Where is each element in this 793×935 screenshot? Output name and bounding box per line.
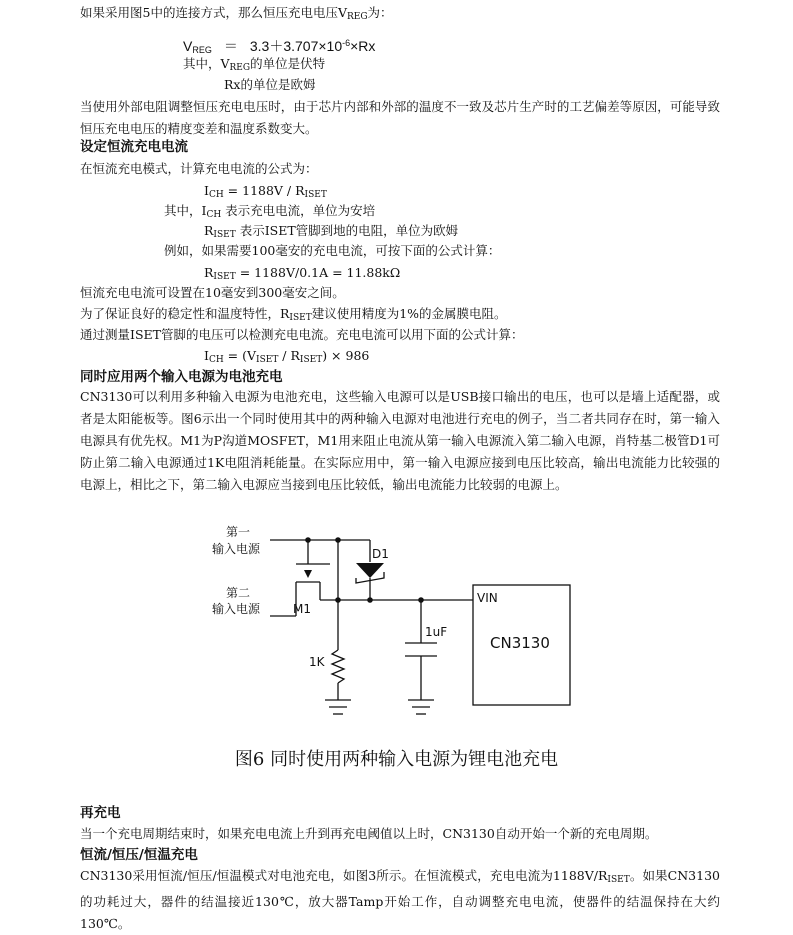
- src1-label-line2: 输入电源: [212, 542, 261, 556]
- vreg-accuracy-paragraph: 当使用外部电阻调整恒压充电电压时，由于芯片内部和外部的温度不一致及芯片生产时的工艺偏差等原因，可能导致恒压充电电压的精度变差和温度系数变大。: [80, 99, 720, 136]
- iset-measure-note: 通过测量ISET管脚的电压可以检测充电电流。充电电流可以用下面的公式计算：: [80, 327, 524, 342]
- rx-unit-note: Rx的单位是欧姆: [224, 77, 316, 92]
- figure-caption: 图6 同时使用两种输入电源为锂电池充电: [234, 749, 559, 770]
- src2-label-line2: 输入电源: [212, 602, 261, 616]
- current-range-note: 恒流充电电流可设置在10毫安到300毫安之间。: [80, 285, 345, 300]
- charge-modes-paragraph: CN3130采用恒流/恒压/恒温模式对电池充电，如图3所示。在恒流模式，充电电流为$1188V/R_{ISET}$。如果CN3130的功耗过大，器件的结温接近130℃，放大器Tamp开始工作，自动调整充电电流，使器件的结温保持在大约130℃。: [80, 868, 720, 931]
- heading-recharge: 再充电: [80, 805, 121, 821]
- chip-label: CN3130: [490, 634, 550, 652]
- recharge-paragraph: 当一个充电周期结束时，如果充电电流上升到再充电阈值以上时，CN3130自动开始一个新的充电周期。: [80, 826, 658, 841]
- src2-label-line1: 第二: [226, 586, 251, 600]
- ich-formula: $I_{CH} = 1188V / R_{ISET}$: [204, 183, 327, 200]
- heading-dual-input: 同时应用两个输入电源为电池充电: [80, 369, 283, 385]
- resistor-label: 1K: [309, 655, 325, 669]
- vreg-intro: 如果采用图5中的连接方式，那么恒压充电电压$V_{REG}$为：: [80, 5, 393, 22]
- vin-pin-label: VIN: [477, 591, 498, 605]
- d1-label: D1: [372, 547, 389, 561]
- heading-constant-current: 设定恒流充电电流: [80, 139, 188, 155]
- m1-label: M1: [293, 602, 311, 616]
- capacitor-label: 1uF: [425, 625, 448, 639]
- vreg-unit-note: 其中，$V_{REG}$的单位是伏特: [183, 56, 326, 73]
- riset-example-formula: $R_{ISET} = 1188V/0.1A = 11.88k\Omega$: [204, 265, 401, 282]
- example-note: 例如，如果需要100毫安的充电电流，可按下面的公式计算：: [164, 243, 501, 258]
- ich-definition: 其中，$I_{CH}$ 表示充电电流，单位为安培: [164, 203, 376, 220]
- src1-label-line1: 第一: [226, 525, 251, 539]
- dual-input-paragraph: CN3130可以利用多种输入电源为电池充电，这些输入电源可以是USB接口输出的电压，也可以是墙上适配器，或者是太阳能板等。图6示出一个同时使用其中的两种输入电源对电池进行充电的例子，当二者共同存在时，第一输入电源具有优先权。M1为P沟道MOSFET，M1用来阻止电流从第一输入电源流入第二输入电源，肖特基二极管D1可防止第二输入电源通过1K电阻消耗能量。在实际应用中，第一输入电源应接到电压比较高，输出电流能力比较强的电源上，相比之下，第二输入电源应当接到电压比较低，输出电流能力比较弱的电源上。: [80, 389, 720, 492]
- resistor-precision-note: 为了保证良好的稳定性和温度特性，$R_{ISET}$建议使用精度为1%的金属膜电阻。: [80, 306, 507, 323]
- vreg-formula: $V_{REG} = 3.3+3.707\times 10^{-6}\times Rx$: [183, 38, 376, 55]
- riset-definition: $R_{ISET}$ 表示ISET管脚到地的电阻，单位为欧姆: [204, 223, 459, 240]
- cc-intro: 在恒流充电模式，计算充电电流的公式为：: [80, 161, 318, 176]
- ich-measure-formula: $I_{CH} = (V_{ISET} / R_{ISET}) \times 986$: [204, 348, 370, 365]
- heading-charge-modes: 恒流/恒压/恒温充电: [80, 847, 198, 863]
